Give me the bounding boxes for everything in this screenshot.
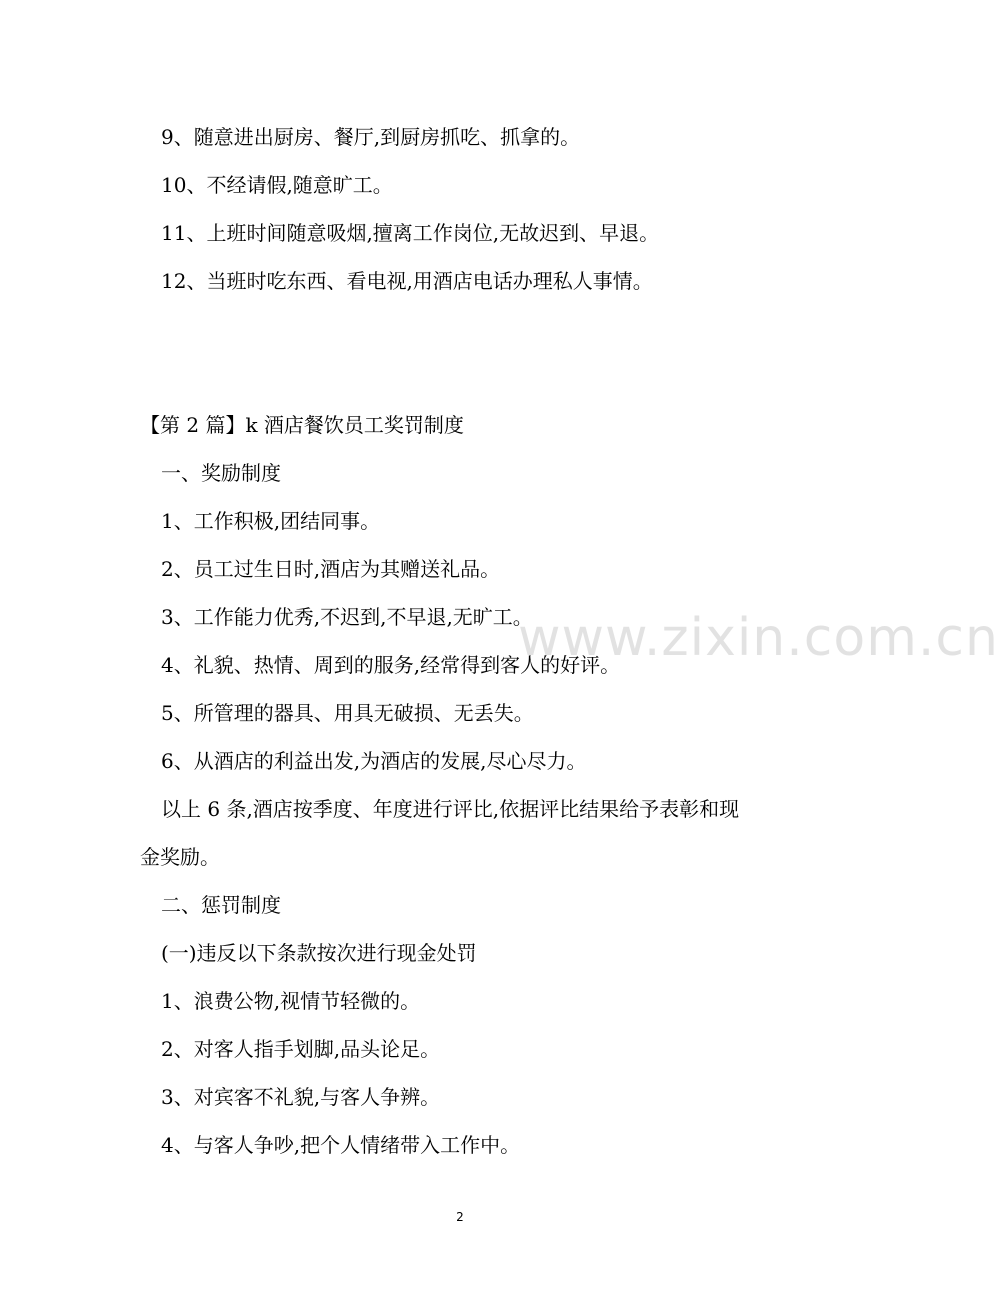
paragraph-line: 9、随意进出厨房、餐厅,到厨房抓吃、抓拿的。 [161,125,581,149]
subsection-heading: (一)违反以下条款按次进行现金处罚 [161,941,477,965]
list-item: 6、从酒店的利益出发,为酒店的发展,尽心尽力。 [161,749,587,773]
subsection-heading: 二、惩罚制度 [161,893,281,917]
list-item: 3、对宾客不礼貌,与客人争辨。 [161,1085,441,1109]
paragraph-line: 12、当班时吃东西、看电视,用酒店电话办理私人事情。 [161,269,653,293]
list-item: 5、所管理的器具、用具无破损、无丢失。 [161,701,534,725]
list-item: 1、浪费公物,视情节轻微的。 [161,989,421,1013]
page-number: 2 [456,1210,464,1224]
section-heading: 【第 2 篇】k 酒店餐饮员工奖罚制度 [140,413,464,437]
paragraph-line: 11、上班时间随意吸烟,擅离工作岗位,无故迟到、早退。 [161,221,660,245]
paragraph-line: 以上 6 条,酒店按季度、年度进行评比,依据评比结果给予表彰和现 [161,797,740,821]
list-item: 2、员工过生日时,酒店为其赠送礼品。 [161,557,501,581]
paragraph-line: 10、不经请假,随意旷工。 [161,173,393,197]
list-item: 2、对客人指手划脚,品头论足。 [161,1037,441,1061]
list-item: 1、工作积极,团结同事。 [161,509,381,533]
list-item: 3、工作能力优秀,不迟到,不早退,无旷工。 [161,605,533,629]
subsection-heading: 一、奖励制度 [161,461,281,485]
list-item: 4、礼貌、热情、周到的服务,经常得到客人的好评。 [161,653,621,677]
paragraph-line: 金奖励。 [140,845,220,869]
list-item: 4、与客人争吵,把个人情绪带入工作中。 [161,1133,521,1157]
watermark: www.zixin.com.cn [518,608,999,668]
